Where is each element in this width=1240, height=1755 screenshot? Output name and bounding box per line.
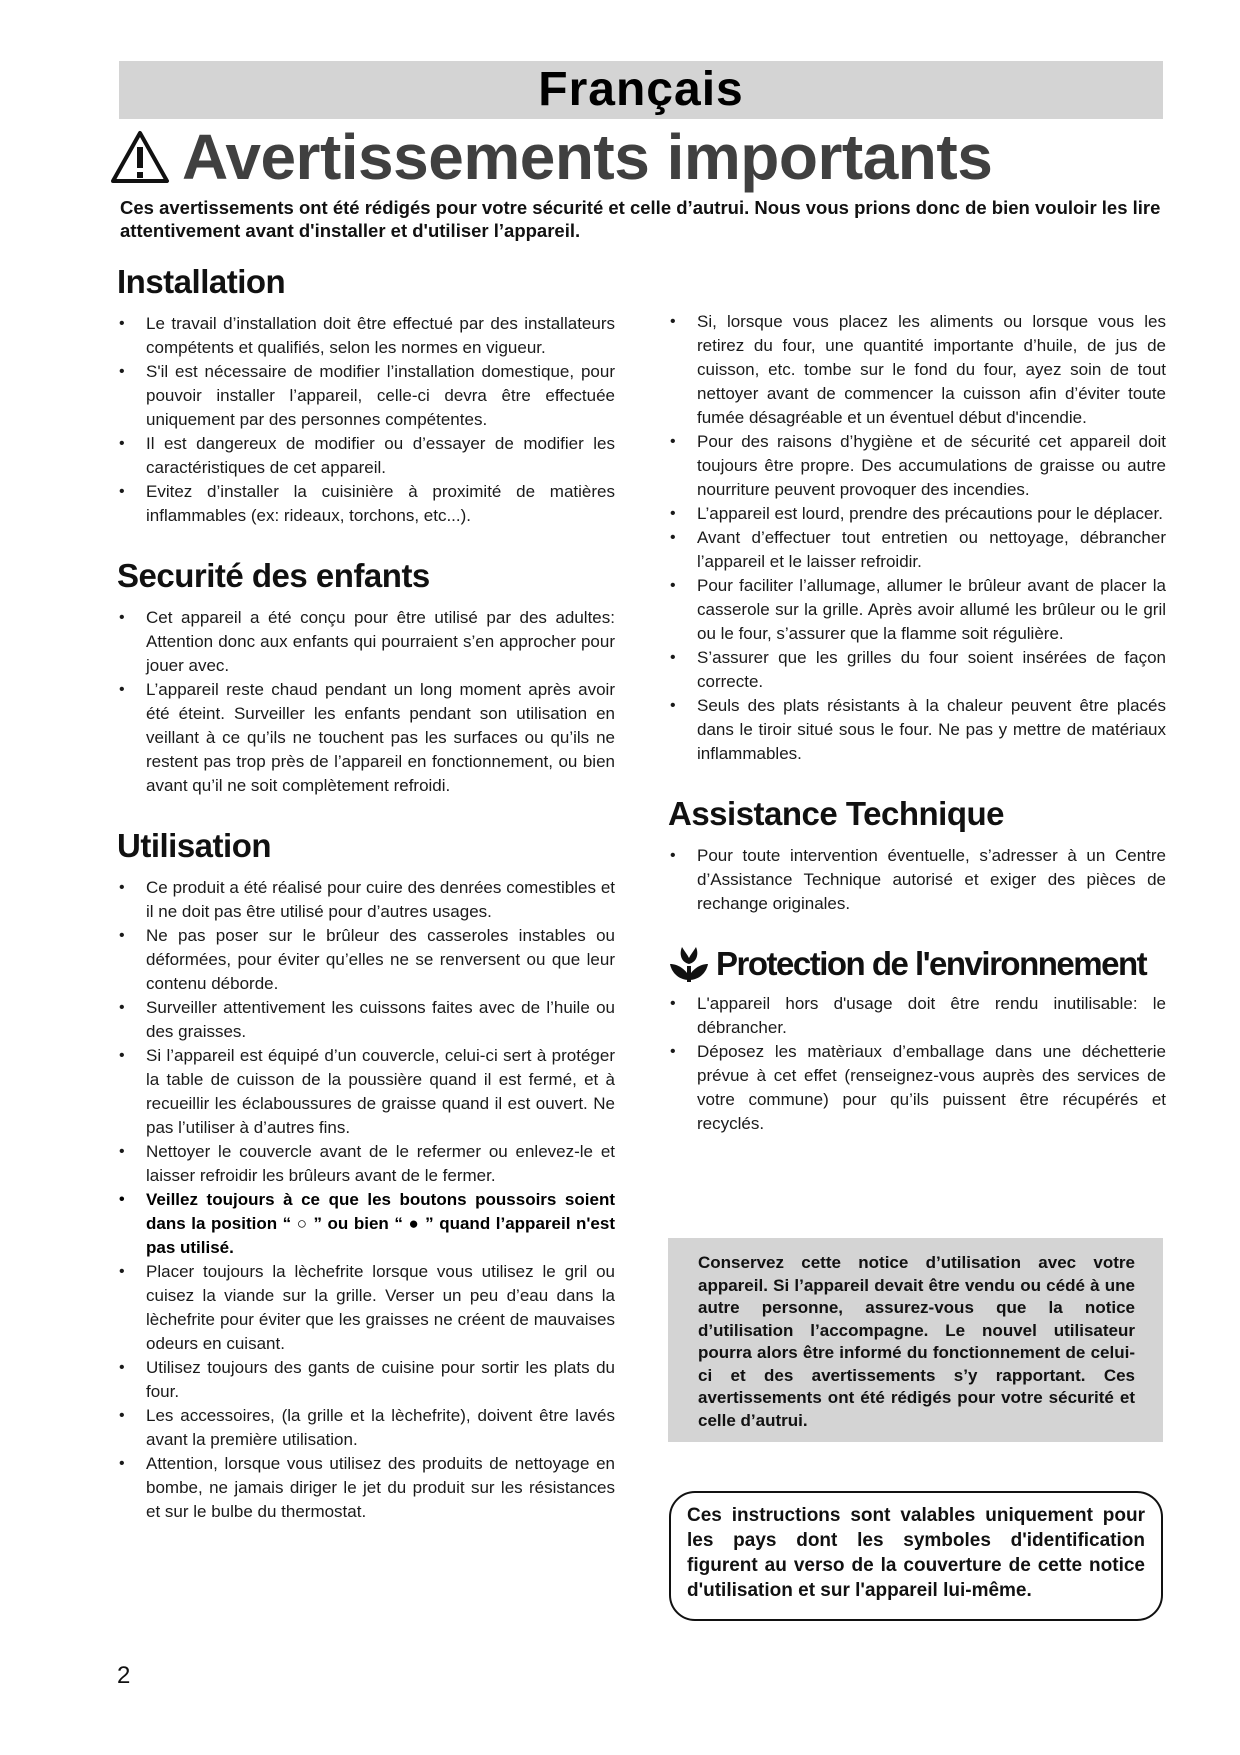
list-item: • Si, lorsque vous placez les aliments ou lorsque vous les retirez du four, une quantité importante d’huile, de jus de cuisson, etc. tombe sur le fond du four, ayez soin de tout nettoyer avant de commencer la cuisson afin d’éviter toute fumée désagréable et un éventuel début d'incendie. <box>668 310 1166 430</box>
list-item: • Pour faciliter l’allumage, allumer le brûleur avant de placer la casserole sur la grille. Après avoir allumé les brûleur ou le gril ou le four, s’assurer que la flamme soit régulière. <box>668 574 1166 646</box>
list-item: • Avant d’effectuer tout entretien ou nettoyage, débrancher l’appareil et le laisser refroidir. <box>668 526 1166 574</box>
list-item-bold: • Veillez toujours à ce que les boutons poussoirs soient dans la position “ ○ ” ou bien “ ● ” quand l’appareil n'est pas utilisé. <box>117 1188 615 1260</box>
notice-box <box>668 1238 1163 1442</box>
language-banner <box>119 61 1163 119</box>
right-column <box>668 310 1166 1164</box>
environment-heading-row <box>668 944 1166 984</box>
list-item: • Cet appareil a été conçu pour être utilisé par des adultes: Attention donc aux enfants qui pourraient s’en approcher pour jouer avec. <box>117 606 615 678</box>
list-item: • Pour toute intervention éventuelle, s’adresser à un Centre d’Assistance Technique autorisé et exiger des pièces de rechange originales. <box>668 844 1166 916</box>
list-item: • Placer toujours la lèchefrite lorsque vous utilisez le gril ou cuisez la viande sur la grille. Verser un peu d’eau dans la lèchefrite pour éviter que les graisses ne créent de mauvaises odeurs en cuisant. <box>117 1260 615 1356</box>
language-label: Français <box>538 63 744 116</box>
list-item: • Si l’appareil est équipé d’un couvercle, celui-ci sert à protéger la table de cuisson de la poussière quand il est fermé, et à recueillir les éclaboussures de graisse quand il est ouvert. Ne pas l’utiliser à d’autres fins. <box>117 1044 615 1140</box>
utilisation-heading: Utilisation <box>117 827 272 864</box>
right-column-list <box>668 310 1166 766</box>
list-item: • Evitez d’installer la cuisinière à proximité de matières inflammables (ex: rideaux, torchons, etc...). <box>117 480 615 528</box>
assistance-list <box>668 844 1166 916</box>
left-column <box>117 262 615 1552</box>
countries-box <box>669 1491 1163 1621</box>
page-title: Avertissements importants <box>182 121 993 193</box>
list-item: • Nettoyer le couvercle avant de le refermer ou enlevez-le et laisser refroidir les brûleurs avant de le fermer. <box>117 1140 615 1188</box>
list-item: • Les accessoires, (la grille et la lèchefrite), doivent être lavés avant la première utilisation. <box>117 1404 615 1452</box>
notice-text: Conservez cette notice d’utilisation avec votre appareil. Si l’appareil devait être vendu ou cédé à une autre personne, assurez-vous que la notice d’utilisation l’accompagne. Le nouvel utilisateur pourra alors être informé du fonctionnement de celui-ci et des avertissements s’y rapportant. Ces avertissements ont été rédigés pour votre sécurité et celle d’autrui. <box>698 1253 1135 1430</box>
list-item: • S’assurer que les grilles du four soient insérées de façon correcte. <box>668 646 1166 694</box>
intro-text: Ces avertissements ont été rédigés pour votre sécurité et celle d’autrui. Nous vous prions donc de bien vouloir les lire attentivement avant d'installer et d'utiliser l’appareil. <box>120 197 1161 241</box>
warning-triangle-icon <box>110 130 170 184</box>
main-title <box>110 118 992 196</box>
list-item: • Utilisez toujours des gants de cuisine pour sortir les plats du four. <box>117 1356 615 1404</box>
countries-text: Ces instructions sont valables uniquement pour les pays dont les symboles d'identification figurent au verso de la couverture de cette notice d'utilisation et sur l'appareil lui-même. <box>687 1505 1145 1601</box>
environment-plant-icon <box>668 944 710 984</box>
environment-list <box>668 992 1166 1136</box>
list-item: • L’appareil est lourd, prendre des précautions pour le déplacer. <box>668 502 1166 526</box>
list-item: • Attention, lorsque vous utilisez des produits de nettoyage en bombe, ne jamais diriger le jet du produit sur les résistances et sur le bulbe du thermostat. <box>117 1452 615 1524</box>
utilisation-list <box>117 876 615 1524</box>
list-item: • Le travail d’installation doit être effectué par des installateurs compétents et qualifiés, selon les normes en vigueur. <box>117 312 615 360</box>
list-item: • Pour des raisons d’hygiène et de sécurité cet appareil doit toujours être propre. Des accumulations de graisse ou autre nourriture peuvent provoquer des incendies. <box>668 430 1166 502</box>
environment-heading: Protection de l'environnement <box>716 945 1147 982</box>
list-item: • L’appareil reste chaud pendant un long moment après avoir été éteint. Surveiller les enfants pendant son utilisation en veillant à ce qu’ils ne touchent pas les surfaces ou qu’ils ne restent pas trop près de l’appareil en fonctionnement, ou bien avant qu’il ne soit complètement refroidi. <box>117 678 615 798</box>
installation-list <box>117 312 615 528</box>
child-safety-list <box>117 606 615 798</box>
list-item: • L'appareil hors d'usage doit être rendu inutilisable: le débrancher. <box>668 992 1166 1040</box>
list-item: • Ne pas poser sur le brûleur des casseroles instables ou déformées, pour éviter qu’elles ne se renversent ou que leur contenu déborde. <box>117 924 615 996</box>
list-item: • Déposez les matèriaux d’emballage dans une déchetterie prévue à cet effet (renseignez-vous auprès des services de votre commune) pour qu’ils puissent être récupérés et recyclés. <box>668 1040 1166 1136</box>
list-item: • S'il est nécessaire de modifier l’installation domestique, pour pouvoir installer l’appareil, celle-ci devra être effectuée uniquement par des personnes compétentes. <box>117 360 615 432</box>
installation-heading: Installation <box>117 263 286 300</box>
page-number: 2 <box>117 1662 131 1689</box>
child-safety-heading: Securité des enfants <box>117 557 430 594</box>
list-item: • Il est dangereux de modifier ou d’essayer de modifier les caractéristiques de cet appareil. <box>117 432 615 480</box>
list-item: • Surveiller attentivement les cuissons faites avec de l’huile ou des graisses. <box>117 996 615 1044</box>
list-item: • Ce produit a été réalisé pour cuire des denrées comestibles et il ne doit pas être utilisé pour d’autres usages. <box>117 876 615 924</box>
list-item: • Seuls des plats résistants à la chaleur peuvent être placés dans le tiroir situé sous le four. Ne pas y mettre de matériaux inflammables. <box>668 694 1166 766</box>
assistance-heading: Assistance Technique <box>668 795 1005 832</box>
